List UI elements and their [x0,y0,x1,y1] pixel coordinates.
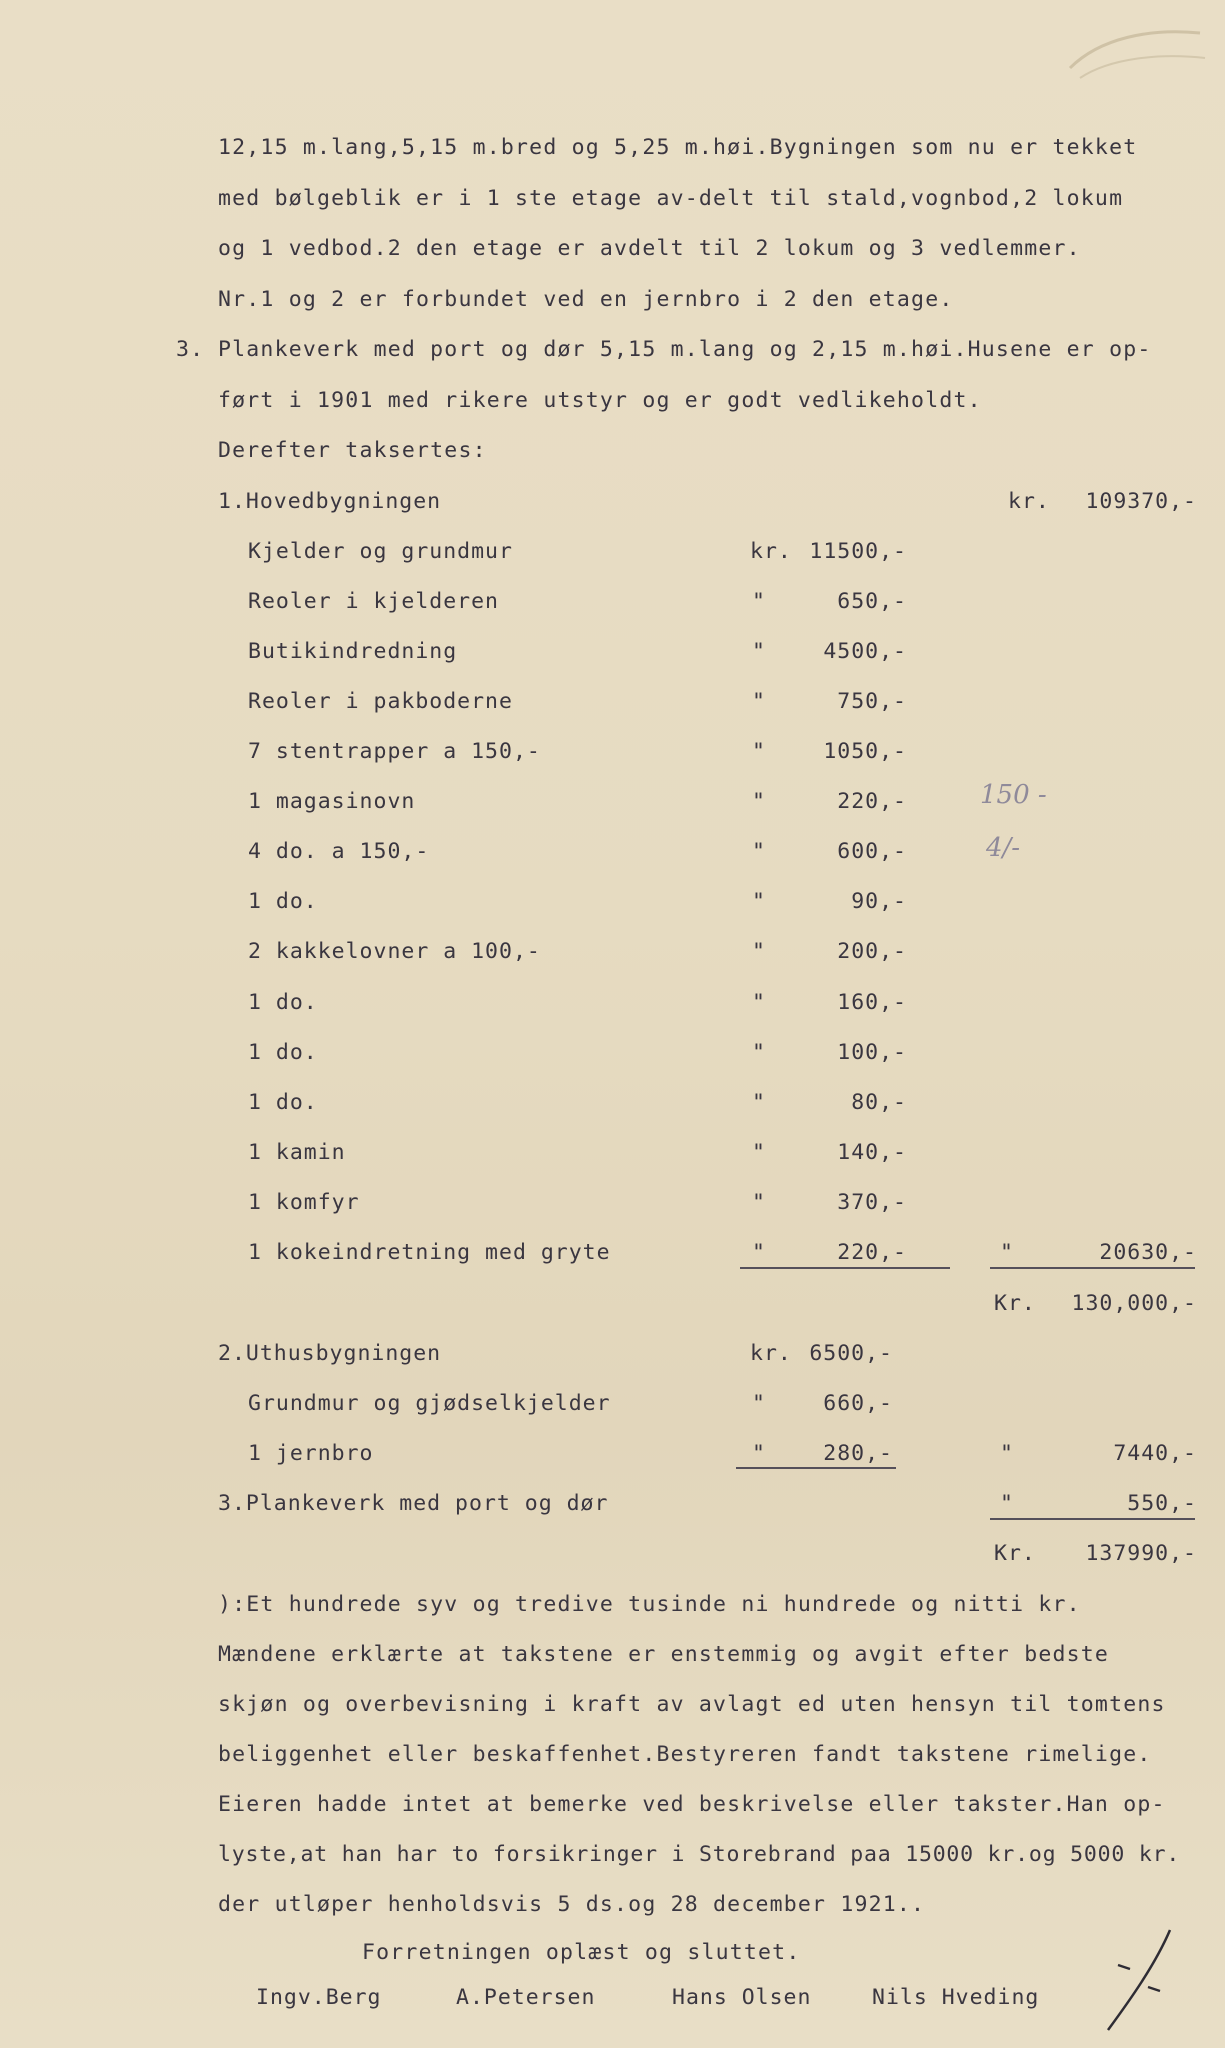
item-row [0,839,1225,865]
item-ditto: " [752,1140,766,1165]
section2-title-amount: 6500,- [809,1341,893,1366]
item-ditto: " [752,639,766,664]
body-line-5-number: 3. [176,337,205,362]
item-label: 1 kamin [248,1140,346,1165]
item-label: Butikindredning [248,639,458,664]
closing-line-7: der utløper henholdsvis 5 ds.og 28 december 1921.. [218,1892,926,1917]
item-row [0,689,1225,715]
item-label: 1 do. [248,990,318,1015]
item-row [0,939,1225,965]
item-amount: 4500,- [823,639,907,664]
item-amount: 220,- [837,1240,907,1265]
item-amount: 750,- [837,689,907,714]
item-amount: 600,- [837,839,907,864]
closing-line-8: Forretningen oplæst og sluttet. [362,1940,801,1965]
sum-rule-2 [736,1467,896,1469]
section1-sum: 130,000,- [1071,1291,1197,1316]
item-row [0,889,1225,915]
item-label: Grundmur og gjødselkjelder [248,1391,611,1416]
item-label: 1 jernbro [248,1441,374,1466]
item-ditto: " [752,1240,766,1265]
item-label: 1 do. [248,889,318,914]
item-amount: 220,- [837,789,907,814]
sum-rule-1b [990,1267,1195,1269]
section3-ditto: " [1000,1491,1014,1516]
section2-total: 7440,- [1113,1441,1197,1466]
body-line-5: Plankeverk med port og dør 5,15 m.lang og 2,15 m.høi.Husene er op- [218,337,1152,362]
body-line-7: Derefter taksertes: [218,438,487,463]
item-ditto: " [752,990,766,1015]
body-line-1: 12,15 m.lang,5,15 m.bred og 5,25 m.høi.Bygningen som nu er tekket [218,135,1138,160]
item-amount: 140,- [837,1140,907,1165]
section1-total-kr: kr. [1008,489,1050,514]
section1-title: 1.Hovedbygningen [218,489,442,514]
item-kr: kr. [750,539,792,564]
signature-4: Nils Hveding [872,1985,1040,2010]
section2-total-ditto: " [1000,1441,1014,1466]
item-amount: 160,- [837,990,907,1015]
grand-total-kr: Kr. [994,1541,1036,1566]
closing-line-3: skjøn og overbevisning i kraft av avlagt ed uten hensyn til tomtens [218,1692,1166,1717]
section1-sum-kr: Kr. [994,1291,1036,1316]
item-amount: 200,- [837,939,907,964]
item-ditto: " [752,939,766,964]
section3-row [0,1491,1225,1517]
item-ditto: " [752,689,766,714]
item-row [0,539,1225,565]
item-ditto: " [752,1190,766,1215]
section3-title: 3.Plankeverk med port og dør [218,1491,609,1516]
sum-rule-1a [740,1267,950,1269]
item-ditto: " [752,1090,766,1115]
grand-total: 137990,- [1085,1541,1197,1566]
item-amount: 660,- [823,1391,893,1416]
signature-1: Ingv.Berg [256,1985,382,2010]
item-label: 7 stentrapper a 150,- [248,739,541,764]
section1-header [0,489,1225,515]
item-row [0,990,1225,1016]
item-row [0,1040,1225,1066]
section2-title: 2.Uthusbygningen [218,1341,442,1366]
body-line-6: ført i 1901 med rikere utstyr og er godt vedlikeholdt. [218,388,982,413]
item-ditto: " [752,1040,766,1065]
faded-stamp-mark [1060,18,1210,88]
sum-rule-3 [990,1518,1195,1520]
item-label: 1 komfyr [248,1190,360,1215]
item-label: 1 do. [248,1090,318,1115]
item-row [0,1240,1225,1266]
item-label: 1 kokeindretning med gryte [248,1240,611,1265]
item-label: Kjelder og grundmur [248,539,513,564]
item-row [0,589,1225,615]
item-amount: 370,- [837,1190,907,1215]
item-amount: 280,- [823,1441,893,1466]
item-ditto: " [752,839,766,864]
item-row [0,1090,1225,1116]
item-label: 1 do. [248,1040,318,1065]
item-row [0,1140,1225,1166]
item-ditto: " [752,1391,766,1416]
pencil-note-2: 4/- [986,833,1021,863]
item-label: Reoler i pakboderne [248,689,513,714]
body-line-3: og 1 vedbod.2 den etage er avdelt til 2 lokum og 3 vedlemmer. [218,236,1081,261]
closing-line-1: ):Et hundrede syv og tredive tusinde ni hundrede og nitti kr. [218,1592,1081,1617]
item-row [0,739,1225,765]
section1-sum-row [0,1291,1225,1317]
item-amount: 11500,- [809,539,907,564]
item-amount: 650,- [837,589,907,614]
signature-3: Hans Olsen [672,1985,812,2010]
item-ditto: " [752,739,766,764]
pencil-note-1: 150 - [980,780,1047,810]
item-row [0,1391,1225,1417]
item-ditto: " [752,1441,766,1466]
closing-line-2: Mændene erklærte at takstene er enstemmig og avgit efter bedste [218,1642,1110,1667]
section1-total: 109370,- [1085,489,1197,514]
item-row [0,1190,1225,1216]
item-amount: 100,- [837,1040,907,1065]
section3-total: 550,- [1127,1491,1197,1516]
item-label: 4 do. a 150,- [248,839,430,864]
section2-kr: kr. [750,1341,792,1366]
item-row [0,639,1225,665]
body-line-4: Nr.1 og 2 er forbundet ved en jernbro i 2 den etage. [218,287,954,312]
section2-header [0,1341,1225,1367]
body-line-2: med bølgeblik er i 1 ste etage av-delt til stald,vognbod,2 lokum [218,186,1124,211]
item-amount: 1050,- [823,739,907,764]
item-label: 1 magasinovn [248,789,416,814]
subtotal-ditto: " [1000,1240,1014,1265]
grand-total-row [0,1541,1225,1567]
item-row [0,1441,1225,1467]
item-amount: 80,- [851,1090,907,1115]
item-amount: 90,- [851,889,907,914]
item-label: Reoler i kjelderen [248,589,499,614]
closing-line-5: Eieren hadde intet at bemerke ved beskrivelse eller takster.Han op- [218,1792,1166,1817]
signature-2: A.Petersen [456,1985,596,2010]
section1-subtotal: 20630,- [1099,1240,1197,1265]
item-ditto: " [752,589,766,614]
handwritten-slash-mark [1100,1925,1180,2035]
item-ditto: " [752,889,766,914]
item-label: 2 kakkelovner a 100,- [248,939,541,964]
item-ditto: " [752,789,766,814]
closing-line-4: beliggenhet eller beskaffenhet.Bestyreren fandt takstene rimelige. [218,1742,1152,1767]
closing-line-6: lyste,at han har to forsikringer i Storebrand paa 15000 kr.og 5000 kr. [218,1842,1181,1867]
